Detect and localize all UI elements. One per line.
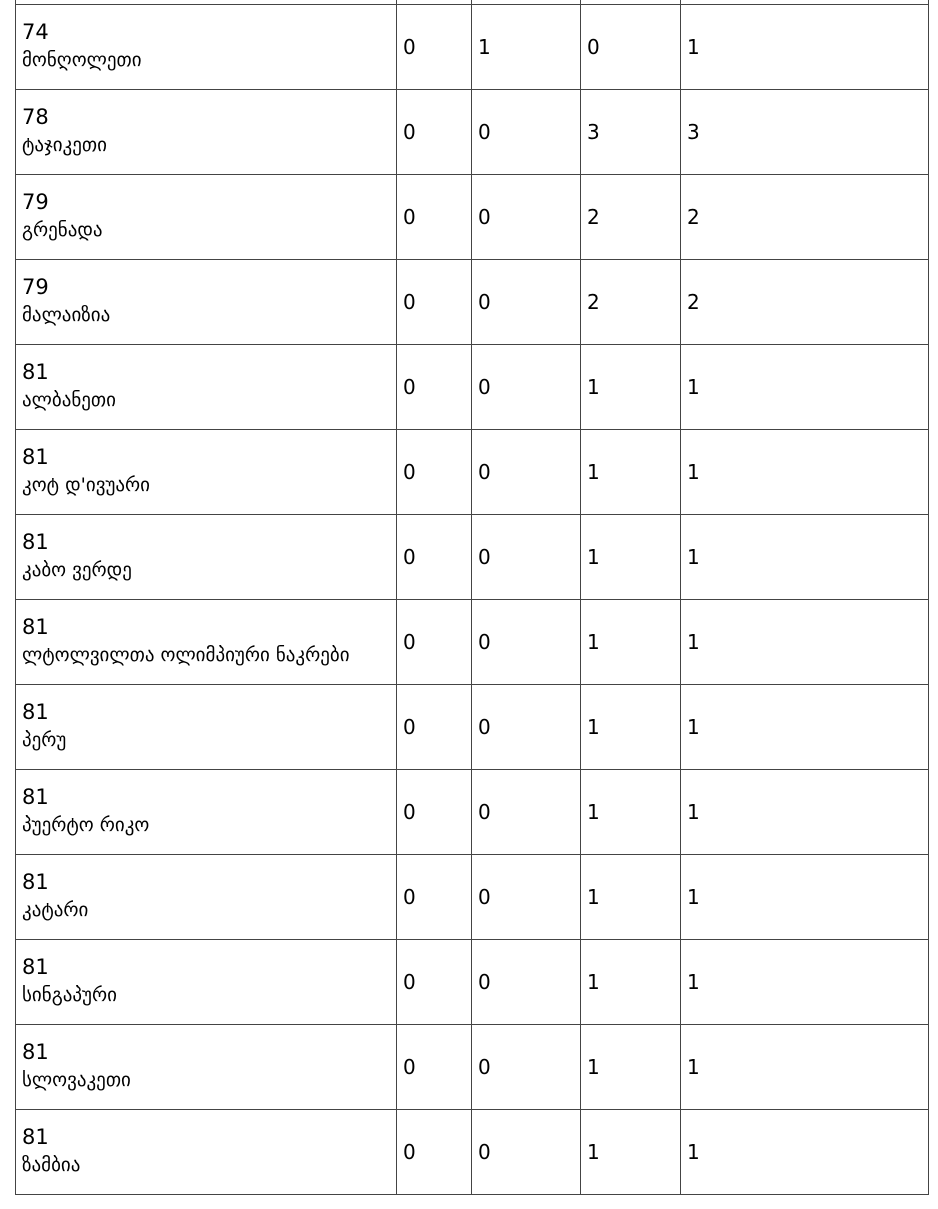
country-cell xyxy=(16,430,397,515)
country-name: ლტოლვილთა ოლიმპიური ნაკრები xyxy=(22,644,350,666)
silver-count: 0 xyxy=(472,685,581,770)
country-name: მალაიზია xyxy=(22,304,111,326)
gold-count: 0 xyxy=(397,175,472,260)
rank-value: 78 xyxy=(22,105,49,129)
silver-count: 0 xyxy=(472,1025,581,1110)
silver-count: 0 xyxy=(472,940,581,1025)
bronze-count: 1 xyxy=(581,600,681,685)
total-count: 1 xyxy=(681,855,929,940)
silver-count: 0 xyxy=(472,260,581,345)
medal-table-wrapper xyxy=(15,0,928,1195)
bronze-count: 1 xyxy=(581,1025,681,1110)
gold-count: 0 xyxy=(397,430,472,515)
table-row xyxy=(16,345,929,430)
bronze-count: 1 xyxy=(581,430,681,515)
gold-count: 0 xyxy=(397,940,472,1025)
total-count: 1 xyxy=(681,685,929,770)
gold-count: 0 xyxy=(397,5,472,90)
gold-count: 0 xyxy=(397,685,472,770)
country-cell xyxy=(16,260,397,345)
silver-count: 0 xyxy=(472,770,581,855)
total-count: 2 xyxy=(681,260,929,345)
total-count: 2 xyxy=(681,175,929,260)
country-name: კაბო ვერდე xyxy=(22,559,132,581)
rank-value: 81 xyxy=(22,870,49,894)
rank-value: 81 xyxy=(22,955,49,979)
total-count: 1 xyxy=(681,345,929,430)
silver-count: 0 xyxy=(472,855,581,940)
gold-count: 0 xyxy=(397,855,472,940)
medal-table xyxy=(15,0,929,1195)
rank-value: 81 xyxy=(22,615,49,639)
country-cell xyxy=(16,175,397,260)
country-name: სინგაპური xyxy=(22,984,117,1006)
bronze-count: 1 xyxy=(581,515,681,600)
table-row xyxy=(16,175,929,260)
silver-count: 0 xyxy=(472,175,581,260)
country-cell xyxy=(16,515,397,600)
rank-value: 81 xyxy=(22,445,49,469)
silver-count: 0 xyxy=(472,90,581,175)
gold-count: 0 xyxy=(397,1025,472,1110)
gold-count: 0 xyxy=(397,345,472,430)
country-name: მონღოლეთი xyxy=(22,49,142,71)
bronze-count: 2 xyxy=(581,260,681,345)
rank-value: 81 xyxy=(22,530,49,554)
gold-count: 0 xyxy=(397,90,472,175)
table-row xyxy=(16,855,929,940)
total-count: 1 xyxy=(681,515,929,600)
bronze-count: 0 xyxy=(581,5,681,90)
medal-table-body xyxy=(16,0,929,1195)
total-count: 1 xyxy=(681,1110,929,1195)
rank-value: 81 xyxy=(22,785,49,809)
bronze-count: 1 xyxy=(581,855,681,940)
rank-value: 74 xyxy=(22,20,49,44)
silver-count: 0 xyxy=(472,515,581,600)
silver-count: 1 xyxy=(472,5,581,90)
country-name: პუერტო რიკო xyxy=(22,814,150,836)
total-count: 1 xyxy=(681,1025,929,1110)
silver-count: 0 xyxy=(472,1110,581,1195)
rank-value: 81 xyxy=(22,700,49,724)
table-row xyxy=(16,260,929,345)
country-name: კატარი xyxy=(22,899,89,921)
bronze-count: 1 xyxy=(581,345,681,430)
table-row xyxy=(16,600,929,685)
total-count: 1 xyxy=(681,430,929,515)
total-count: 1 xyxy=(681,600,929,685)
table-row xyxy=(16,430,929,515)
rank-value: 79 xyxy=(22,275,49,299)
country-cell xyxy=(16,5,397,90)
bronze-count: 1 xyxy=(581,1110,681,1195)
table-row xyxy=(16,90,929,175)
table-row xyxy=(16,5,929,90)
country-name: ტაჯიკეთი xyxy=(22,134,107,156)
table-row xyxy=(16,515,929,600)
rank-value: 81 xyxy=(22,1125,49,1149)
country-name: ზამბია xyxy=(22,1154,81,1176)
bronze-count: 3 xyxy=(581,90,681,175)
total-count: 3 xyxy=(681,90,929,175)
table-row xyxy=(16,685,929,770)
country-cell xyxy=(16,600,397,685)
table-row xyxy=(16,1110,929,1195)
bronze-count: 1 xyxy=(581,770,681,855)
country-cell xyxy=(16,685,397,770)
silver-count: 0 xyxy=(472,600,581,685)
rank-value: 81 xyxy=(22,1040,49,1064)
gold-count: 0 xyxy=(397,260,472,345)
bronze-count: 1 xyxy=(581,940,681,1025)
bronze-count: 1 xyxy=(581,685,681,770)
country-cell xyxy=(16,770,397,855)
gold-count: 0 xyxy=(397,770,472,855)
table-row xyxy=(16,940,929,1025)
country-cell xyxy=(16,855,397,940)
bronze-count: 2 xyxy=(581,175,681,260)
total-count: 1 xyxy=(681,5,929,90)
country-cell xyxy=(16,90,397,175)
silver-count: 0 xyxy=(472,430,581,515)
country-cell xyxy=(16,1110,397,1195)
total-count: 1 xyxy=(681,770,929,855)
country-cell xyxy=(16,1025,397,1110)
country-name: პერუ xyxy=(22,729,67,751)
gold-count: 0 xyxy=(397,515,472,600)
country-name: გრენადა xyxy=(22,219,103,241)
gold-count: 0 xyxy=(397,1110,472,1195)
table-row xyxy=(16,1025,929,1110)
country-cell xyxy=(16,940,397,1025)
gold-count: 0 xyxy=(397,600,472,685)
total-count: 1 xyxy=(681,940,929,1025)
rank-value: 79 xyxy=(22,190,49,214)
country-name: კოტ დ'ივუარი xyxy=(22,474,150,496)
country-name: ალბანეთი xyxy=(22,389,116,411)
country-cell xyxy=(16,345,397,430)
rank-value: 81 xyxy=(22,360,49,384)
country-name: სლოვაკეთი xyxy=(22,1069,131,1091)
table-row xyxy=(16,770,929,855)
silver-count: 0 xyxy=(472,345,581,430)
